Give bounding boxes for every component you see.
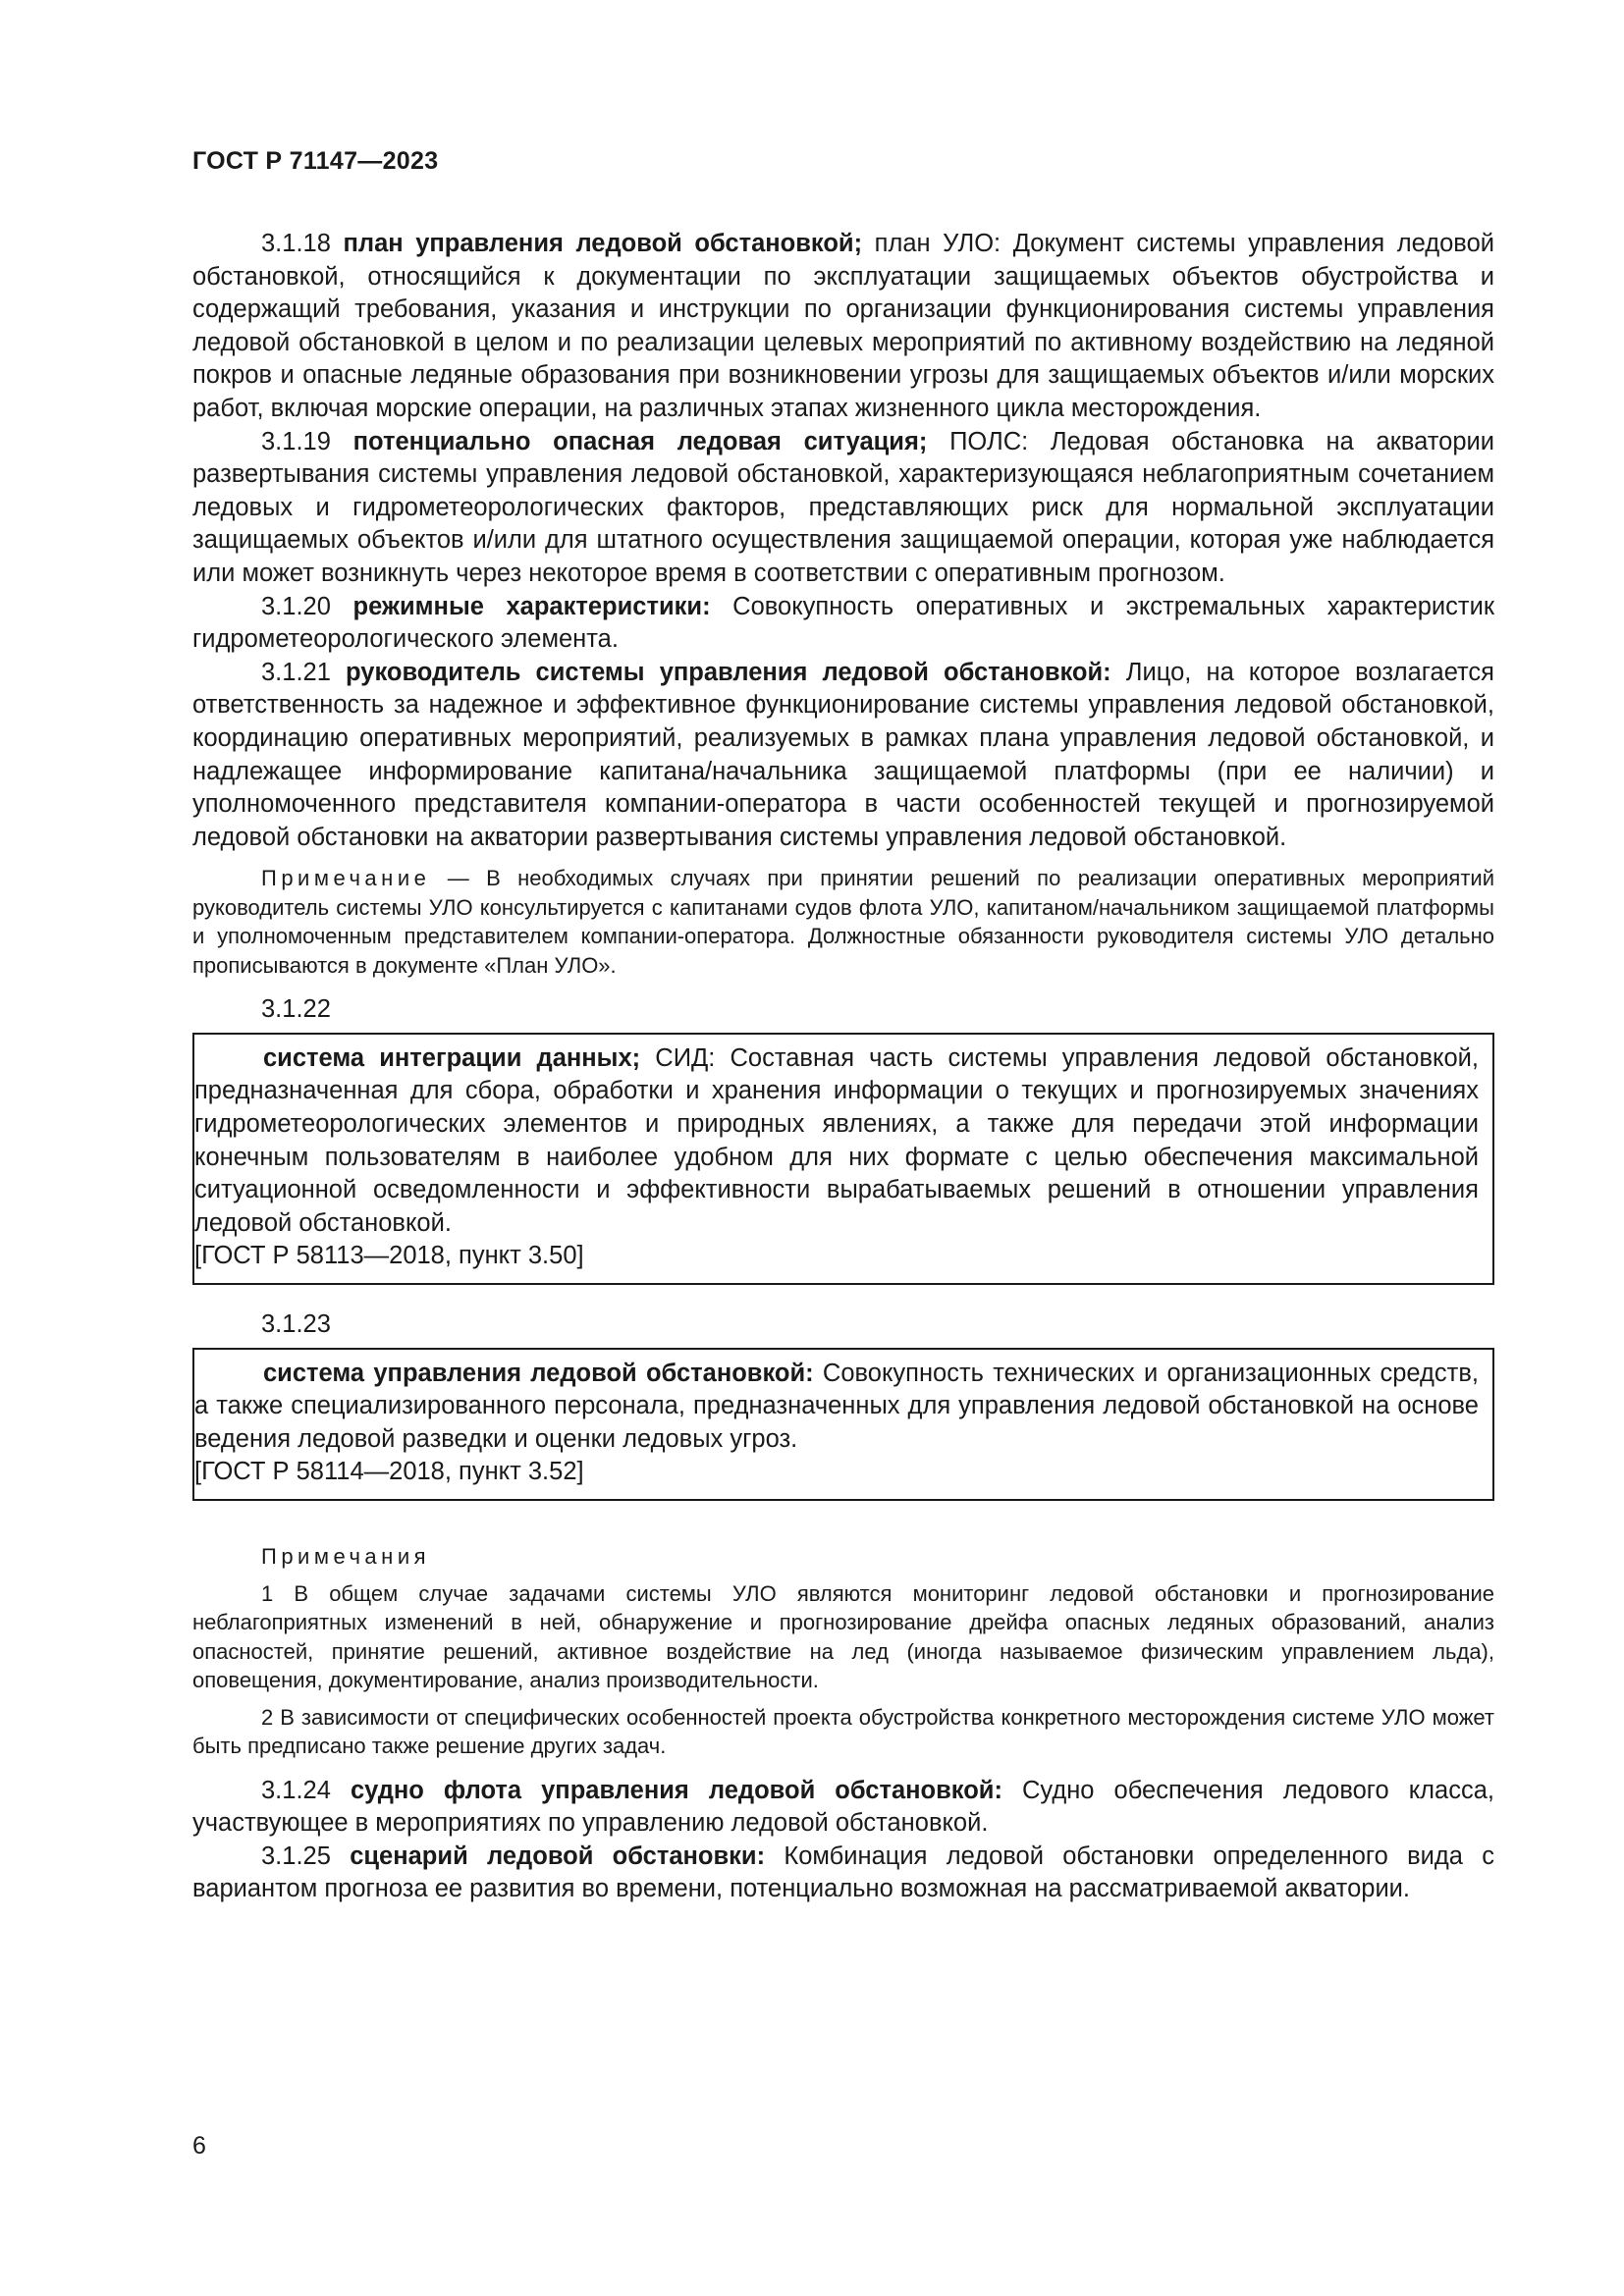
term-source: [ГОСТ Р 58114—2018, пункт 3.52]	[194, 1458, 584, 1486]
term-number: 3.1.25	[261, 1842, 331, 1870]
term-title: сценарий ледовой обстановки:	[350, 1842, 766, 1870]
boxed-term-3-1-23	[192, 1348, 1494, 1501]
term-3-1-19	[192, 426, 1494, 591]
note-label: Примечание	[261, 866, 431, 891]
note-item-2: 2 В зависимости от специфических особенностей проекта обустройства конкретного месторождения системе УЛО может быть предписано также решение других задач.	[192, 1704, 1494, 1758]
note-item-1: 1 В общем случае задачами системы УЛО являются мониторинг ледовой обстановки и прогнозирование неблагоприятных изменений в ней, обнаружение и прогнозирование дрейфа опасных ледяных образований, анализ опасностей, принятие решений, активное воздействие на лед (иногда называемое физическим управлением льда), оповещения, документирование, анализ производительности.	[192, 1580, 1494, 1692]
term-title: режимные характеристики:	[352, 592, 711, 620]
page-content	[192, 228, 1494, 1906]
term-source: [ГОСТ Р 58113—2018, пункт 3.50]	[194, 1242, 584, 1270]
term-3-1-24	[192, 1775, 1494, 1841]
page-number: 6	[192, 2132, 206, 2160]
term-number: 3.1.19	[261, 427, 331, 455]
term-3-1-25	[192, 1841, 1494, 1906]
term-definition: ПОЛС: Ледовая обстановка на акватории развертывания системы управления ледовой обстановкой, характеризующаяся неблагоприятным сочетанием ледовых и гидрометеорологических факторов, представляющих риск для нормальной эксплуатации защищаемых объектов и/или для штатного осуществления защищаемой операции, которая уже наблюдается или может возникнуть через некоторое время в соответствии с оперативным прогнозом.	[192, 427, 1495, 587]
term-title: судно флота управления ледовой обстановкой:	[350, 1776, 1002, 1804]
term-number: 3.1.20	[261, 592, 331, 620]
term-3-1-23	[194, 1358, 1479, 1457]
term-title: руководитель системы управления ледовой обстановкой:	[346, 658, 1111, 686]
term-definition: Совокупность оперативных и экстремальных характеристик гидрометеорологического элемента.	[192, 592, 1494, 654]
term-definition: Совокупность технических и организационных средств, а также специализированного персонала, предназначенных для управления ледовой обстановкой на основе ведения ледовой разведки и оценки ледовых угроз.	[194, 1359, 1479, 1453]
term-definition: Комбинация ледовой обстановки определенного вида с вариантом прогноза ее развития во времени, потенциально возможная на рассматриваемой акватории.	[192, 1842, 1494, 1903]
term-3-1-18	[192, 228, 1494, 426]
note-text: — В необходимых случаях при принятии решений по реализации оперативных мероприятий руководитель системы УЛО консультируется с капитанами судов флота УЛО, капитаном/начальником защищаемой платформы и уполномоченным представителем компании-оператора. Должностные обязанности руководителя системы УЛО детально прописываются в документе «План УЛО».	[192, 866, 1494, 978]
boxed-term-3-1-22	[192, 1033, 1494, 1285]
term-title: план управления ледовой обстановкой;	[343, 230, 863, 257]
note-3-1-21	[192, 864, 1494, 980]
term-3-1-22	[194, 1042, 1479, 1241]
term-number: 3.1.21	[261, 658, 331, 686]
term-3-1-23-number: 3.1.23	[261, 1310, 331, 1339]
term-3-1-22-number: 3.1.22	[261, 995, 331, 1024]
term-number: 3.1.18	[261, 230, 331, 257]
term-title: система интеграции данных;	[263, 1043, 641, 1072]
term-number: 3.1.24	[261, 1776, 331, 1804]
document-header: ГОСТ Р 71147—2023	[192, 147, 439, 175]
term-definition: Судно обеспечения ледового класса, участвующее в мероприятиях по управлению ледовой обстановкой.	[192, 1776, 1494, 1838]
term-3-1-20	[192, 591, 1494, 657]
term-3-1-21	[192, 657, 1494, 855]
notes-heading: Примечания	[261, 1544, 431, 1569]
term-title: система управления ледовой обстановкой:	[263, 1359, 814, 1387]
term-definition: план УЛО: Документ системы управления ледовой обстановкой, относящийся к документации по эксплуатации защищаемых объектов обустройства и содержащий требования, указания и инструкции по организации функционирования системы управления ледовой обстановкой в целом и по реализации целевых мероприятий по активному воздействию на ледяной покров и опасные ледяные образования при возникновении угрозы для защищаемых объектов и/или морских работ, включая морские операции, на различных этапах жизненного цикла месторождения.	[192, 230, 1494, 422]
term-title: потенциально опасная ледовая ситуация;	[352, 427, 928, 455]
term-definition: Лицо, на которое возлагается ответственность за надежное и эффективное функционирование системы управления ледовой обстановкой, координацию оперативных мероприятий, реализуемых в рамках плана управления ледовой обстановкой, и надлежащее информирование капитана/начальника защищаемой платформы (при ее наличии) и уполномоченного представителя компании-оператора в части особенностей текущей и прогнозируемой ледовой обстановки на акватории развертывания системы управления ледовой обстановкой.	[192, 658, 1494, 851]
term-definition: СИД: Составная часть системы управления ледовой обстановкой, предназначенная для сбора, обработки и хранения информации о текущих и прогнозируемых значениях гидрометеорологических элементов и природных явлениях, а также для передачи этой информации конечным пользователям в наиболее удобном для них формате с целью обеспечения максимальной ситуационной осведомленности и эффективности вырабатываемых решений в отношении управления ледовой обстановкой.	[194, 1043, 1479, 1237]
